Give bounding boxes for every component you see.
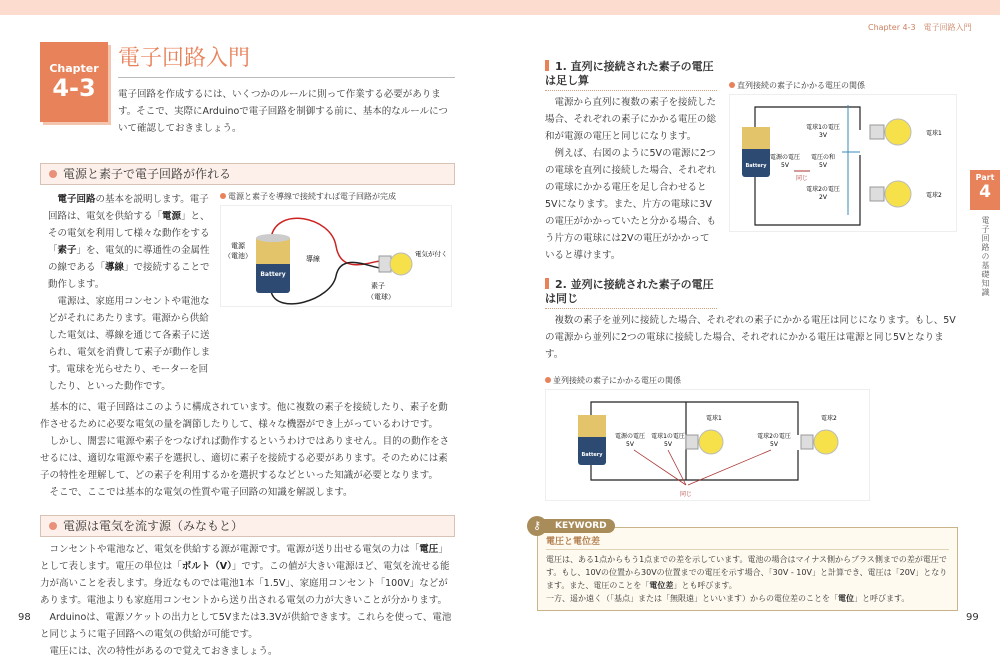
same-label: 同じ bbox=[679, 491, 693, 498]
bulb1-label: 電球1 bbox=[926, 130, 942, 137]
part-title: 電子回路の基礎知識 bbox=[981, 216, 990, 297]
src-value: 5V bbox=[626, 441, 634, 448]
v2-value: 5V bbox=[770, 441, 778, 448]
page-number-right: 99 bbox=[966, 612, 979, 623]
keyword-box bbox=[537, 527, 958, 611]
power-label: 電源 bbox=[231, 242, 245, 250]
keyword-tag: KEYWORD bbox=[533, 519, 615, 533]
rule2-heading: 2. 並列に接続された素子の電圧は同じ bbox=[545, 278, 717, 309]
figure-caption-series: 直列接続の素子にかかる電圧の関係 bbox=[729, 80, 958, 91]
series-circuit-figure bbox=[729, 94, 957, 232]
v1-label: 電球1の電圧 bbox=[806, 124, 840, 131]
title-divider bbox=[118, 77, 455, 78]
circuit-figure bbox=[220, 205, 452, 307]
v1-value: 3V bbox=[819, 132, 827, 139]
rule1-heading: 1. 直列に接続された素子の電圧は足し算 bbox=[545, 60, 717, 91]
part-tab bbox=[970, 170, 1000, 210]
bulb2-label: 電球2 bbox=[821, 415, 837, 422]
sum-label: 電圧の和 bbox=[810, 154, 836, 161]
page-title: 電子回路入門 bbox=[118, 46, 251, 71]
light-label: 電気が付く bbox=[415, 250, 448, 258]
sum-value: 5V bbox=[819, 162, 827, 169]
battery-label: Battery bbox=[581, 452, 603, 458]
chapter-label: Chapter bbox=[49, 62, 99, 75]
v1-value: 5V bbox=[664, 441, 672, 448]
part-number: 4 bbox=[979, 182, 991, 202]
rule1-row bbox=[537, 60, 958, 264]
figure-caption-1: 電源と素子を導線で接続すれば電子回路が完成 bbox=[220, 191, 455, 202]
chapter-number: 4-3 bbox=[52, 74, 96, 102]
same-label: 同じ bbox=[795, 175, 809, 182]
chapter-intro: 電子回路を作成するには、いくつかのルールに則って作業する必要があります。そこで、実際にArduinoで電子回路を制御する前に、基本的なルールについて確認しておきましょう。 bbox=[118, 89, 448, 134]
power-sub-label: （電池） bbox=[224, 252, 252, 260]
chapter-badge bbox=[40, 42, 108, 122]
key-icon: ⚷ bbox=[527, 516, 547, 536]
chapter-header bbox=[40, 42, 455, 137]
v1-label: 電球1の電圧 bbox=[651, 433, 685, 440]
figure-caption-parallel: 並列接続の素子にかかる電圧の関係 bbox=[537, 375, 958, 386]
section-heading-1: 電源と素子で電子回路が作れる bbox=[40, 163, 455, 185]
section2-text: コンセントや電池など、電気を供給する源が電源です。電源が送り出せる電気の力は「電圧」として表します。電圧の単位は「ボルト（V）」です。この値が大きい電源ほど、電気を流せる能力が高いことを表します。身近なものでは電池1本「1.5V」、家庭用コンセント「100V」などがあります。電池よりも家庭用コンセントから送り出される電気の力が大きいことが分かります。 Arduinoは、電源ソケットの出力として5Vまたは3.3Vが供給できます。これらを使って、電池と同じように電子回路への電気の供給が可能です。 電圧には、次の特性があるので覚えておきましょう。 bbox=[40, 544, 452, 657]
running-head-title: 電子回路入門 bbox=[923, 23, 972, 32]
right-page bbox=[532, 60, 958, 611]
battery-label: Battery bbox=[745, 163, 767, 169]
left-page bbox=[40, 42, 455, 660]
rule2-text: 複数の素子を並列に接続した場合、それぞれの素子にかかる電圧は同じになります。もし、5Vの電源から並列に2つの電球に接続した場合、それぞれにかかる電圧は電源と同じ5Vとなります。 bbox=[545, 315, 956, 360]
src-label: 電源の電圧 bbox=[769, 154, 801, 161]
part-label: Part bbox=[975, 173, 995, 182]
element-sub-label: （電球） bbox=[367, 293, 395, 301]
element-label: 素子 bbox=[371, 282, 385, 290]
src-value: 5V bbox=[781, 162, 789, 169]
section1-text: 基本的に、電子回路はこのように構成されています。他に複数の素子を接続したり、素子を動作させるために必要な電気の量を調節したりして、様々な機器ができ上がっているわけです。 しかし、闇雲に電源や素子をつなげれば動作するというわけではありません。目的の動作をさせるには、適切な電源や素子を選択し、適切に素子を接続する必要があります。そのためには素子の特性を理解して、どの素子を利用するかを選択するなどといった知識が必要となります。 そこで、ここでは基本的な電気の性質や電子回路の知識を解説します。 bbox=[40, 402, 450, 498]
keyword-title: 電圧と電位差 bbox=[546, 536, 949, 550]
keyword-section bbox=[532, 519, 958, 611]
parallel-circuit-figure bbox=[545, 389, 870, 501]
bulb2-label: 電球2 bbox=[926, 192, 942, 199]
page-number-left: 98 bbox=[18, 612, 31, 623]
running-head-chapter: Chapter 4-3 bbox=[868, 23, 916, 32]
v2-label: 電球2の電圧 bbox=[806, 186, 840, 193]
top-band bbox=[0, 0, 1000, 15]
section-heading-2: 電源は電気を流す源（みなもと） bbox=[40, 515, 455, 537]
wire-label: 導線 bbox=[306, 255, 320, 263]
section1-column-text: 電子回路の基本を説明します。電子回路は、電気を供給する「電源」と、その電気を利用して様々な動作をする「素子」を、電気的に導通性の金属性の線である「導線」で接続することで動作します。 電源は、家庭用コンセントや電池などがそれにあたります。電源から供給した電気は、導線を通じて各素子に送られ、電気を消費して素子が動作します。電球を光らせたり、モーターを回したり、といった動作です。 bbox=[48, 194, 211, 392]
battery-label: Battery bbox=[260, 271, 286, 278]
bulb1-label: 電球1 bbox=[706, 415, 722, 422]
v2-label: 電球2の電圧 bbox=[757, 433, 791, 440]
running-head bbox=[868, 22, 972, 33]
keyword-body: 電圧は、ある1点からもう1点までの差を示しています。電池の場合はマイナス側からプラス側までの差が電圧です。もし、10Vの位置から30Vの位置までの電圧を示す場合、「30V - 10V」と計算でき、電圧は「20V」となります。また、電圧のことを「電位差」とも呼びます。 一方、遥か遠く（「基点」または「無限遠」といいます）からの電位差のことを「電位」と呼びます。 bbox=[546, 555, 948, 603]
src-label: 電源の電圧 bbox=[614, 433, 646, 440]
v2-value: 2V bbox=[819, 194, 827, 201]
section1-row bbox=[40, 191, 455, 395]
rule1-text: 電源から直列に複数の素子を接続した場合、それぞれの素子にかかる電圧の総和が電源の電圧と同じになります。 例えば、右図のように5Vの電源に2つの電球を直列に接続した場合、それぞれの電球にかかる電圧を足し合わせると5Vになります。また、片方の電球に3Vの電圧がかかっていたと分かる場合、もう片方の電球には2Vの電圧がかかっていると導けます。 bbox=[545, 97, 717, 261]
